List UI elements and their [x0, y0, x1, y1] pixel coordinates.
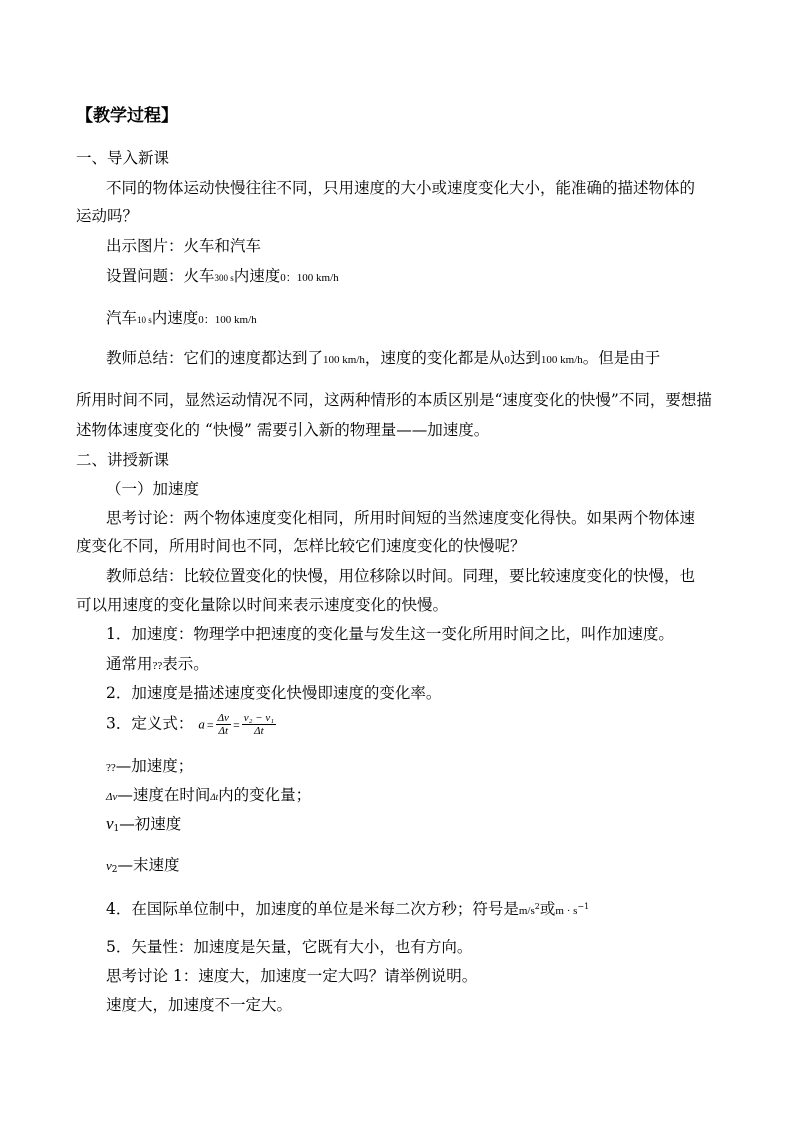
unit-text: 4．在国际单位制中，加速度的单位是米每二次方秒；符号是	[106, 900, 519, 918]
summary-text-d: 。但是由于	[582, 349, 661, 367]
heading-intro: 一、导入新课	[76, 149, 170, 167]
point-1: 1．加速度：物理学中把速度的变化量与发生这一变化所用时间之比，叫作加速度。	[106, 625, 674, 643]
def-dv-text-a: —速度在时间	[117, 786, 211, 804]
question-prefix: 设置问题：火车	[106, 267, 215, 285]
point-1-symbol	[106, 654, 209, 676]
question-train	[106, 266, 339, 288]
def-v2-symbol: v	[106, 858, 112, 873]
def-v2-sub: 2	[111, 865, 118, 875]
train-speed: 0：100 km/h	[280, 272, 339, 284]
def-a-placeholder: ??	[106, 762, 116, 774]
def-delta-v	[106, 785, 311, 807]
def-v1-symbol: v	[106, 814, 114, 833]
unit-1-sup: 2	[534, 902, 540, 911]
think-line-2: 度变化不同，所用时间也不同，怎样比较它们速度变化的快慢呢？	[76, 537, 526, 555]
question-car	[106, 308, 257, 330]
summary-speed-2: 100 km/h	[540, 354, 583, 366]
unit-1: m/s	[518, 905, 535, 917]
symbol-text-b: 表示。	[162, 655, 209, 673]
def-dv-text-b: 内的变化量；	[218, 786, 312, 804]
def-dt-symbol: Δt	[210, 792, 219, 802]
summary-text-a: 教师总结：它们的速度都达到了	[106, 349, 324, 367]
formula-frac-2	[242, 712, 276, 737]
question-mid: 内速度	[233, 267, 281, 285]
def-v2-text: —末速度	[117, 856, 180, 874]
section-title: 【教学过程】	[76, 106, 178, 126]
point-2: 2．加速度是描述速度变化快慢即速度的变化率。	[106, 684, 442, 702]
symbol-text-a: 通常用	[106, 655, 153, 673]
formula-num-1: Δv	[217, 712, 229, 724]
heading-new-lesson: 二、讲授新课	[76, 451, 170, 469]
formula-frac-1	[216, 712, 231, 737]
car-speed: 0：100 km/h	[198, 314, 257, 326]
think-question-1: 思考讨论 1：速度大，加速度一定大吗？请举例说明。	[106, 967, 478, 985]
summary-text-b: ，速度的变化都是从	[364, 349, 505, 367]
formula-a: a	[198, 716, 205, 732]
unit-2-sup: −1	[577, 902, 590, 911]
subheading-acceleration: （一）加速度	[106, 480, 200, 498]
formula-eq-2: =	[232, 717, 240, 732]
unit-2: m · s	[555, 905, 578, 917]
formula-num-2: v₂ − v₁	[243, 712, 275, 724]
summary-zero: 0	[504, 354, 510, 366]
symbol-placeholder: ??	[152, 660, 163, 672]
unit-or: 或	[539, 900, 556, 918]
def-a-text: —加速度；	[115, 757, 194, 775]
def-v2	[106, 855, 180, 880]
car-prefix: 汽车	[106, 309, 138, 327]
definition-label: 3．定义式：	[106, 714, 194, 733]
answer-1: 速度大，加速度不一定大。	[106, 996, 293, 1014]
summary-line-2: 所用时间不同，显然运动情况不同，这两种情形的本质区别是“速度变化的快慢”不同，要想描	[76, 391, 712, 409]
summary-line-1	[106, 348, 660, 370]
formula-eq-1: =	[206, 717, 214, 732]
formula-den-1: Δt	[218, 725, 229, 737]
def-v1-text: —初速度	[119, 815, 182, 833]
teacher-summary-line-2: 可以用速度的变化量除以时间来表示速度变化的快慢。	[76, 596, 449, 614]
definition-formula	[198, 712, 276, 737]
def-dv-symbol: Δv	[106, 791, 118, 803]
def-v1	[106, 814, 181, 839]
def-acceleration	[106, 756, 193, 778]
think-line-1: 思考讨论：两个物体速度变化相同，所用时间短的当然速度变化得快。如果两个物体速	[106, 509, 696, 527]
def-v1-sub: 1	[113, 824, 120, 834]
summary-speed-1: 100 km/h	[323, 354, 365, 366]
point-4	[106, 897, 589, 921]
show-pictures: 出示图片：火车和汽车	[106, 237, 262, 255]
point-3	[106, 712, 276, 737]
car-time: 10 s	[137, 315, 152, 325]
train-time: 300 s	[214, 273, 234, 283]
point-5: 5．矢量性：加速度是矢量，它既有大小，也有方向。	[106, 938, 473, 956]
summary-line-3: 述物体速度变化的 “快慢” 需要引入新的物理量——加速度。	[76, 421, 490, 439]
intro-line-2: 运动吗？	[76, 207, 139, 225]
summary-text-c: 达到	[509, 349, 541, 367]
formula-den-2: Δt	[254, 725, 264, 737]
car-mid: 内速度	[151, 309, 199, 327]
teacher-summary-line-1: 教师总结：比较位置变化的快慢，用位移除以时间。同理，要比较速度变化的快慢，也	[106, 567, 696, 585]
intro-line-1: 不同的物体运动快慢往往不同，只用速度的大小或速度变化大小，能准确的描述物体的	[106, 179, 696, 197]
